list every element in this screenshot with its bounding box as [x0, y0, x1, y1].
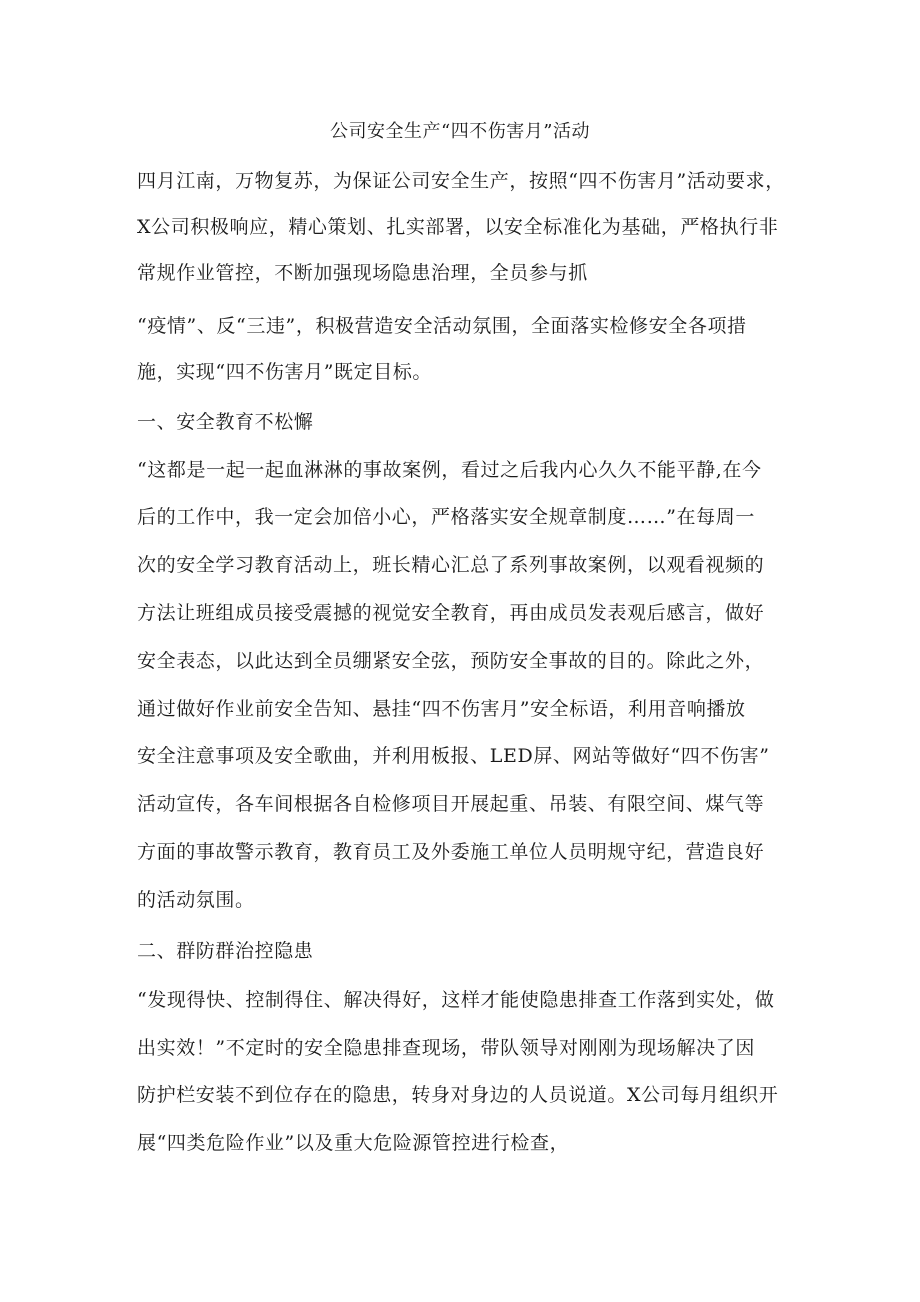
paragraph-line: 出实效！”不定时的安全隐患排查现场，带队领导对刚刚为现场解决了因 [137, 1037, 755, 1059]
paragraph-line: 方面的事故警示教育，教育员工及外委施工单位人员明规守纪，营造良好 [137, 841, 765, 863]
paragraph-line: 后的工作中，我一定会加倍小心，严格落实安全规章制度……”在每周一 [137, 506, 755, 528]
paragraph-line: 次的安全学习教育活动上，班长精心汇总了系列事故案例，以观看视频的 [137, 554, 765, 576]
paragraph-line: 活动宣传，各车间根据各自检修项目开展起重、吊装、有限空间、煤气等 [137, 793, 765, 815]
paragraph-line: “疫情”、反“三违”，积极营造安全活动氛围，全面落实检修安全各项措 [137, 315, 747, 337]
paragraph-line: 的活动氛围。 [137, 889, 255, 911]
section-heading: 二、群防群治控隐患 [137, 940, 314, 962]
paragraph-line: 防护栏安装不到位存在的隐患，转身对身边的人员说道。X公司每月组织开 [137, 1084, 779, 1106]
paragraph-line: 安全表态，以此达到全员绷紧安全弦，预防安全事故的目的。除此之外， [137, 650, 765, 672]
paragraph-line: 展“四类危险作业”以及重大危险源管控进行检查， [137, 1132, 570, 1154]
paragraph-line: 方法让班组成员接受震撼的视觉安全教育，再由成员发表观后感言，做好 [137, 602, 765, 624]
paragraph-line: 常规作业管控，不断加强现场隐患治理，全员参与抓 [137, 262, 588, 284]
paragraph-line: X公司积极响应，精心策划、扎实部署，以安全标准化为基础，严格执行非 [137, 216, 779, 238]
paragraph-line: 施，实现“四不伤害月”既定目标。 [137, 361, 433, 383]
paragraph-line: “这都是一起一起血淋淋的事故案例，看过之后我内心久久不能平静,在今 [137, 459, 762, 481]
section-heading: 一、安全教育不松懈 [137, 411, 314, 433]
paragraph-line: 四月江南，万物复苏，为保证公司安全生产，按照“四不伤害月”活动要求， [137, 170, 785, 192]
document-title: 公司安全生产“四不伤害月”活动 [330, 121, 590, 142]
paragraph-line: 安全注意事项及安全歌曲，并利用板报、LED屏、网站等做好“四不伤害” [137, 745, 770, 767]
paragraph-line: 通过做好作业前安全告知、悬挂“四不伤害月”安全标语，利用音响播放 [137, 698, 746, 720]
paragraph-line: “发现得快、控制得住、解决得好，这样才能使隐患排查工作落到实处，做 [137, 989, 775, 1011]
